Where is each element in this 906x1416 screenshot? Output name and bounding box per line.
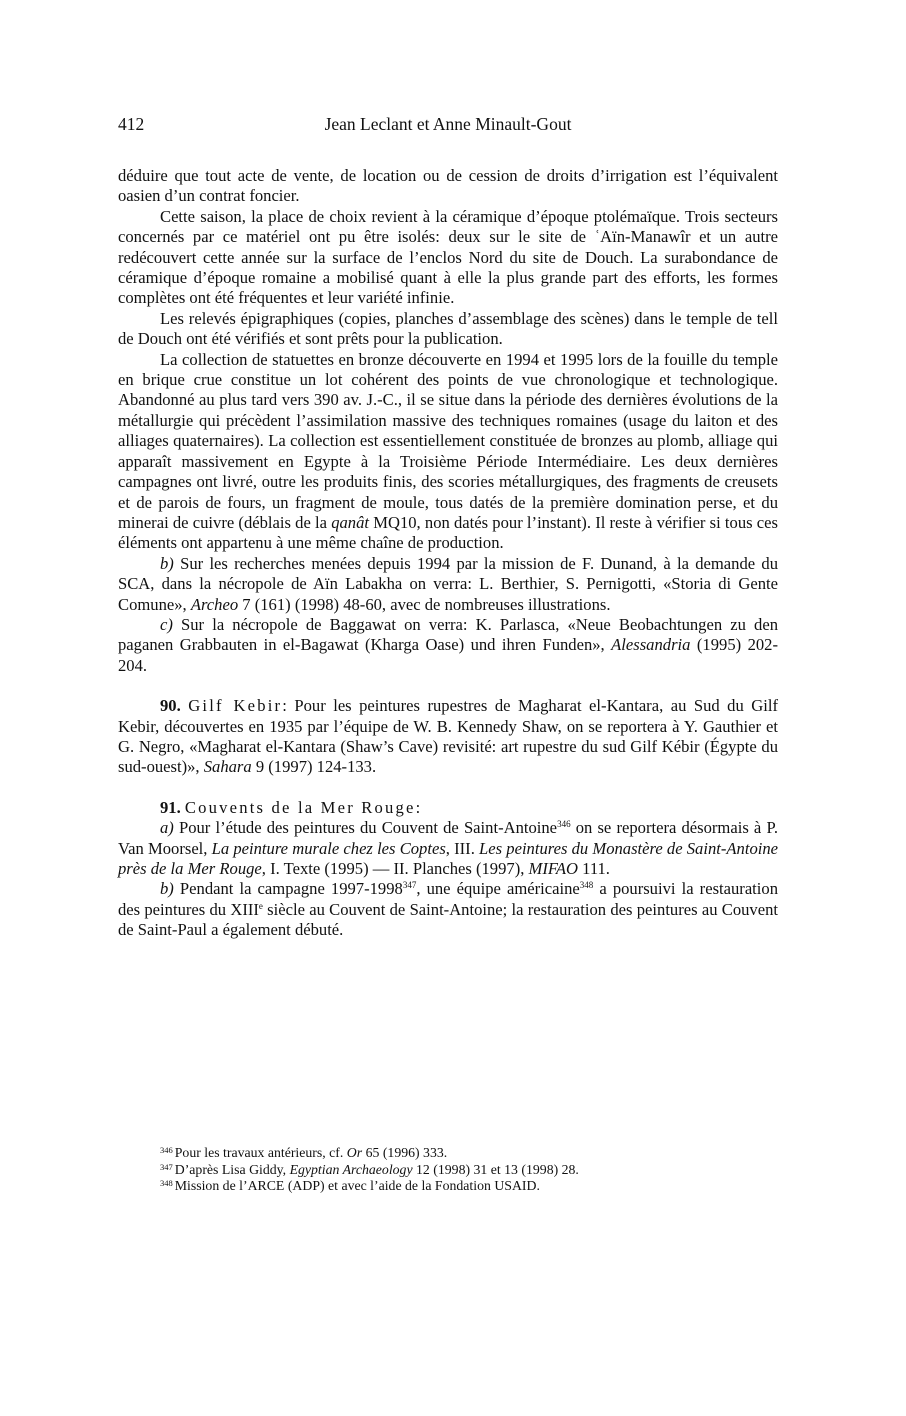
paragraph-text: on se reportera désormais à P. Van Moorsel, bbox=[118, 818, 778, 858]
paragraph-text: , I. Texte (1995) — II. Planches (1997), bbox=[261, 859, 529, 878]
footnote-mark: 348 bbox=[160, 1178, 173, 1188]
journal-title: Archeo bbox=[190, 594, 239, 614]
paragraph-text: Pendant la campagne 1997-1998 bbox=[173, 879, 403, 899]
item-label: a) bbox=[160, 818, 174, 838]
footnote-mark: 347 bbox=[160, 1161, 173, 1172]
paragraph-text: siècle au Couvent de Saint-Antoine; la restauration des peintures au Couvent de Saint-Paul a également débuté. bbox=[118, 899, 779, 940]
paragraph bbox=[118, 818, 778, 879]
footnote-text: Mission de l’ARCE (ADP) et avec l’aide de la Fondation USAID. bbox=[174, 1178, 540, 1193]
paragraph: Cette saison, la place de choix revient à la céramique d’époque ptolémaïque. Trois secteurs concernés par ce matériel ont pu être isolés: deux sur le site de ʿAïn-Manawîr et un autre redécouvert cette année sur la surface de l’enclos Nord du site de Douch. La surabondance de céramique d’époque romaine a mobilisé quant à elle la plus grande part des efforts, les formes complètes ont été fréquentes et leur variété infinie. bbox=[118, 206, 778, 308]
paragraph-text: (1995) 202-204. bbox=[118, 635, 779, 675]
item-label: b) bbox=[160, 879, 174, 899]
journal-title: Egyptian Archaeology bbox=[289, 1161, 413, 1177]
journal-title: Sahara bbox=[203, 757, 252, 777]
section-91 bbox=[118, 798, 778, 818]
paragraph-text: : Pour les peintures rupestres de Magharat el-Kantara, au Sud du Gilf Kebir, découvertes en 1935 par l’équipe de W. B. Kennedy Shaw, on se reportera à Y. Gauthier et G. Negro, «Magharat el-Kantara (Shaw’s Cave) revisité: art rupestre du sud Gilf Kébir (Égypte du sud-ouest)», bbox=[118, 696, 778, 777]
section-number: 91. bbox=[160, 797, 181, 817]
paragraph bbox=[118, 554, 778, 615]
section-90 bbox=[118, 696, 778, 778]
footnote-347 bbox=[160, 1162, 720, 1179]
footnote-mark: 346 bbox=[160, 1145, 173, 1155]
running-title: Jean Leclant et Anne Minault-Gout bbox=[324, 114, 572, 134]
footnote-348 bbox=[160, 1178, 720, 1195]
book-title: La peinture murale chez les Coptes bbox=[211, 838, 446, 858]
paragraph-text: 9 (1997) 124-133. bbox=[251, 757, 377, 777]
footnote-text: 65 (1996) 333. bbox=[362, 1145, 448, 1160]
book-title: Les peintures du Monastère de Saint-Antoine près de la Mer Rouge bbox=[118, 838, 779, 878]
paragraph bbox=[118, 350, 778, 554]
journal-title: Alessandria bbox=[611, 635, 691, 655]
paragraph-text: Pour l’étude des peintures du Couvent de Saint-Antoine bbox=[173, 818, 558, 838]
section-title: Gilf Kebir bbox=[188, 696, 283, 716]
paragraph: Les relevés épigraphiques (copies, planches d’assemblage des scènes) dans le temple de tell de Douch ont été vérifiés et sont prêts pour la publication. bbox=[118, 308, 778, 349]
item-label: c) bbox=[160, 614, 173, 634]
paragraph bbox=[118, 615, 778, 676]
page-header bbox=[118, 114, 778, 138]
paragraph-text: La collection de statuettes en bronze découverte en 1994 et 1995 lors de la fouille du temple en brique crue constitue un lot cohérent des points de vue chronologique et technologique. Abandonné au plus tard vers 390 av. J.-C., il se situe dans la période des dernières évolutions de la métallurgie qui précèdent l’assimilation massive des techniques romaines (usage du laiton et des alliages quaternaires). La collection est essentiellement constituée de bronzes au plomb, alliage qui apparaît massivement en Egypte à la Troisième Période Intermédiaire. Les deux dernières campagnes ont livré, outre les produits finis, des scories métallurgiques, des fragments de creusets et de parois de fours, un fragment de moule, tous datés de la première domination perse, et du minerai de cuivre (déblais de la bbox=[118, 349, 778, 532]
footnotes bbox=[160, 1145, 720, 1195]
paragraph-text: , une équipe américaine bbox=[416, 879, 580, 899]
series-title: MIFAO bbox=[528, 859, 578, 878]
body-text bbox=[118, 166, 778, 941]
item-label: b) bbox=[160, 553, 174, 573]
footnote-text: Pour les travaux antérieurs, cf. bbox=[174, 1145, 347, 1160]
century-superscript: e bbox=[258, 900, 263, 911]
paragraph-text: a poursuivi la restauration des peintures du XIII bbox=[118, 879, 778, 919]
section-number: 90. bbox=[160, 696, 181, 716]
paragraph-text: 7 (161) (1998) 48-60, avec de nombreuses illustrations. bbox=[238, 594, 611, 614]
paragraph-text: , III. bbox=[445, 838, 480, 858]
journal-title: Or bbox=[346, 1145, 363, 1160]
footnote-ref[interactable]: 347 bbox=[402, 880, 417, 891]
paragraph bbox=[118, 879, 778, 940]
italic-term: qanât bbox=[331, 512, 370, 532]
footnote-text: D’après Lisa Giddy, bbox=[174, 1161, 290, 1177]
footnote-text: 12 (1998) 31 et 13 (1998) 28. bbox=[412, 1161, 579, 1177]
paragraph-text: MQ10, non datés pour l’instant). Il reste à vérifier si tous ces éléments ont appartenu à une même chaîne de production. bbox=[118, 512, 778, 553]
paragraph-text: Sur la nécropole de Baggawat on verra: K. Parlasca, «Neue Beobachtungen zu den paganen Grabbauten in el-Bagawat (Kharga Oase) und ihren Funden», bbox=[118, 614, 778, 655]
section-title-colon: : bbox=[415, 797, 423, 817]
paragraph-text: 111. bbox=[577, 859, 610, 878]
footnote-ref[interactable]: 346 bbox=[557, 819, 571, 830]
page-number: 412 bbox=[118, 114, 145, 134]
paragraph-text: Sur les recherches menées depuis 1994 par la mission de F. Dunand, à la demande du SCA, dans la nécropole de Aïn Labakha on verra: L. Berthier, S. Pernigotti, «Storia di Gente Comune», bbox=[118, 553, 778, 614]
footnote-ref[interactable]: 348 bbox=[579, 880, 594, 891]
section-title: Couvents de la Mer Rouge bbox=[184, 797, 416, 817]
footnote-346 bbox=[160, 1145, 720, 1162]
paragraph: déduire que tout acte de vente, de location ou de cession de droits d’irrigation est l’équivalent oasien d’un contrat foncier. bbox=[118, 166, 778, 206]
